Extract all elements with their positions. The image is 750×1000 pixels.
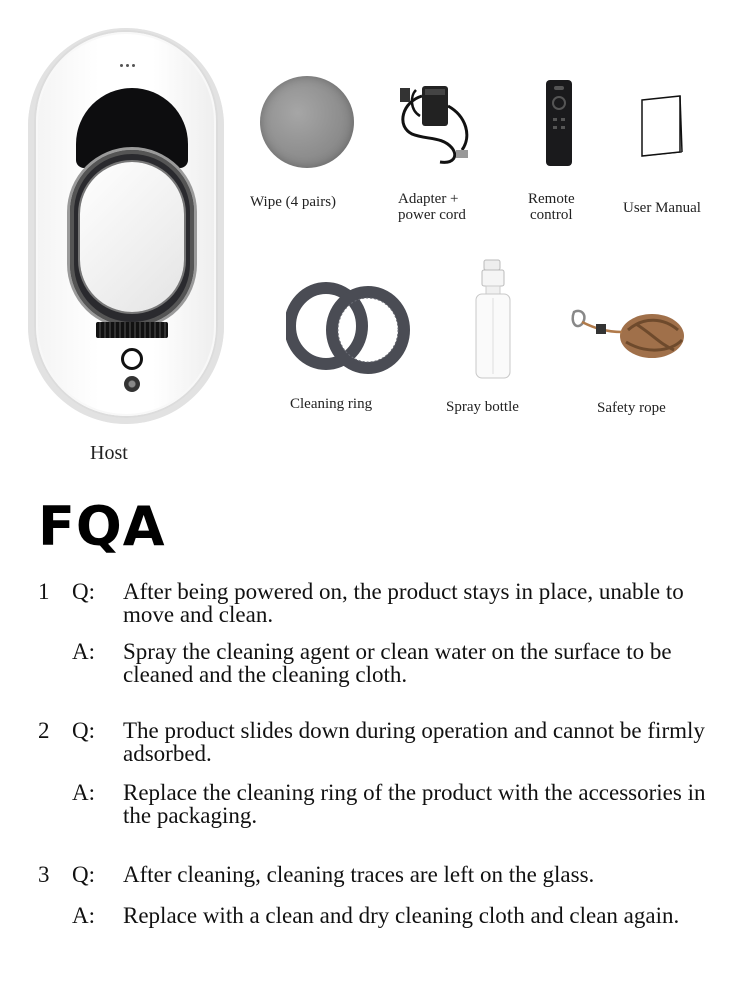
remote-control-image bbox=[546, 80, 572, 166]
answer-label: A: bbox=[72, 780, 95, 805]
answer-label: A: bbox=[72, 639, 95, 664]
question-label: Q: bbox=[72, 718, 95, 743]
host-label: Host bbox=[90, 442, 128, 464]
question-label: Q: bbox=[72, 862, 95, 887]
faq-number: 1 bbox=[38, 579, 50, 604]
remote-label-line2: control bbox=[530, 207, 573, 223]
remote-label-line1: Remote bbox=[528, 191, 575, 207]
ring-label: Cleaning ring bbox=[290, 396, 373, 412]
adapter-label-line1: Adapter + bbox=[398, 191, 459, 207]
fqa-title: FQA bbox=[38, 495, 166, 558]
question-label: Q: bbox=[72, 579, 95, 604]
wipe-pad-image bbox=[260, 76, 354, 168]
wipe-label: Wipe (4 pairs) bbox=[250, 194, 337, 210]
robot-body bbox=[36, 32, 216, 416]
rope-label: Safety rope bbox=[597, 400, 666, 416]
user-manual-image bbox=[636, 94, 686, 158]
manual-label: User Manual bbox=[623, 200, 701, 216]
answer-label: A: bbox=[72, 903, 95, 928]
connector-port-icon bbox=[124, 376, 140, 392]
faq-number: 2 bbox=[38, 718, 50, 743]
question-text: After being powered on, the product stays in place, unable to move and clean. bbox=[123, 579, 684, 627]
safety-rope-image bbox=[566, 300, 688, 368]
answer-text: Replace the cleaning ring of the product with the accessories in the packaging. bbox=[123, 780, 706, 828]
host-robot-image bbox=[28, 28, 224, 424]
bottle-label: Spray bottle bbox=[446, 399, 519, 415]
answer-text: Spray the cleaning agent or clean water on the surface to be cleaned and the cleaning cloth. bbox=[123, 639, 672, 687]
indicator-dot bbox=[126, 64, 129, 67]
indicator-dot bbox=[120, 64, 123, 67]
cleaning-ring-image bbox=[286, 282, 410, 376]
question-text: The product slides down during operation and cannot be firmly adsorbed. bbox=[123, 718, 705, 766]
faq-number: 3 bbox=[38, 862, 50, 887]
adapter-image bbox=[392, 76, 476, 166]
question-text: After cleaning, cleaning traces are left on the glass. bbox=[123, 862, 595, 887]
robot-grille bbox=[96, 322, 168, 338]
adapter-label-line2: power cord bbox=[398, 207, 466, 223]
answer-text: Replace with a clean and dry cleaning cloth and clean again. bbox=[123, 903, 680, 928]
robot-cover bbox=[80, 162, 184, 312]
power-button-icon bbox=[121, 348, 143, 370]
indicator-dot bbox=[132, 64, 135, 67]
spray-bottle-image bbox=[472, 258, 514, 380]
